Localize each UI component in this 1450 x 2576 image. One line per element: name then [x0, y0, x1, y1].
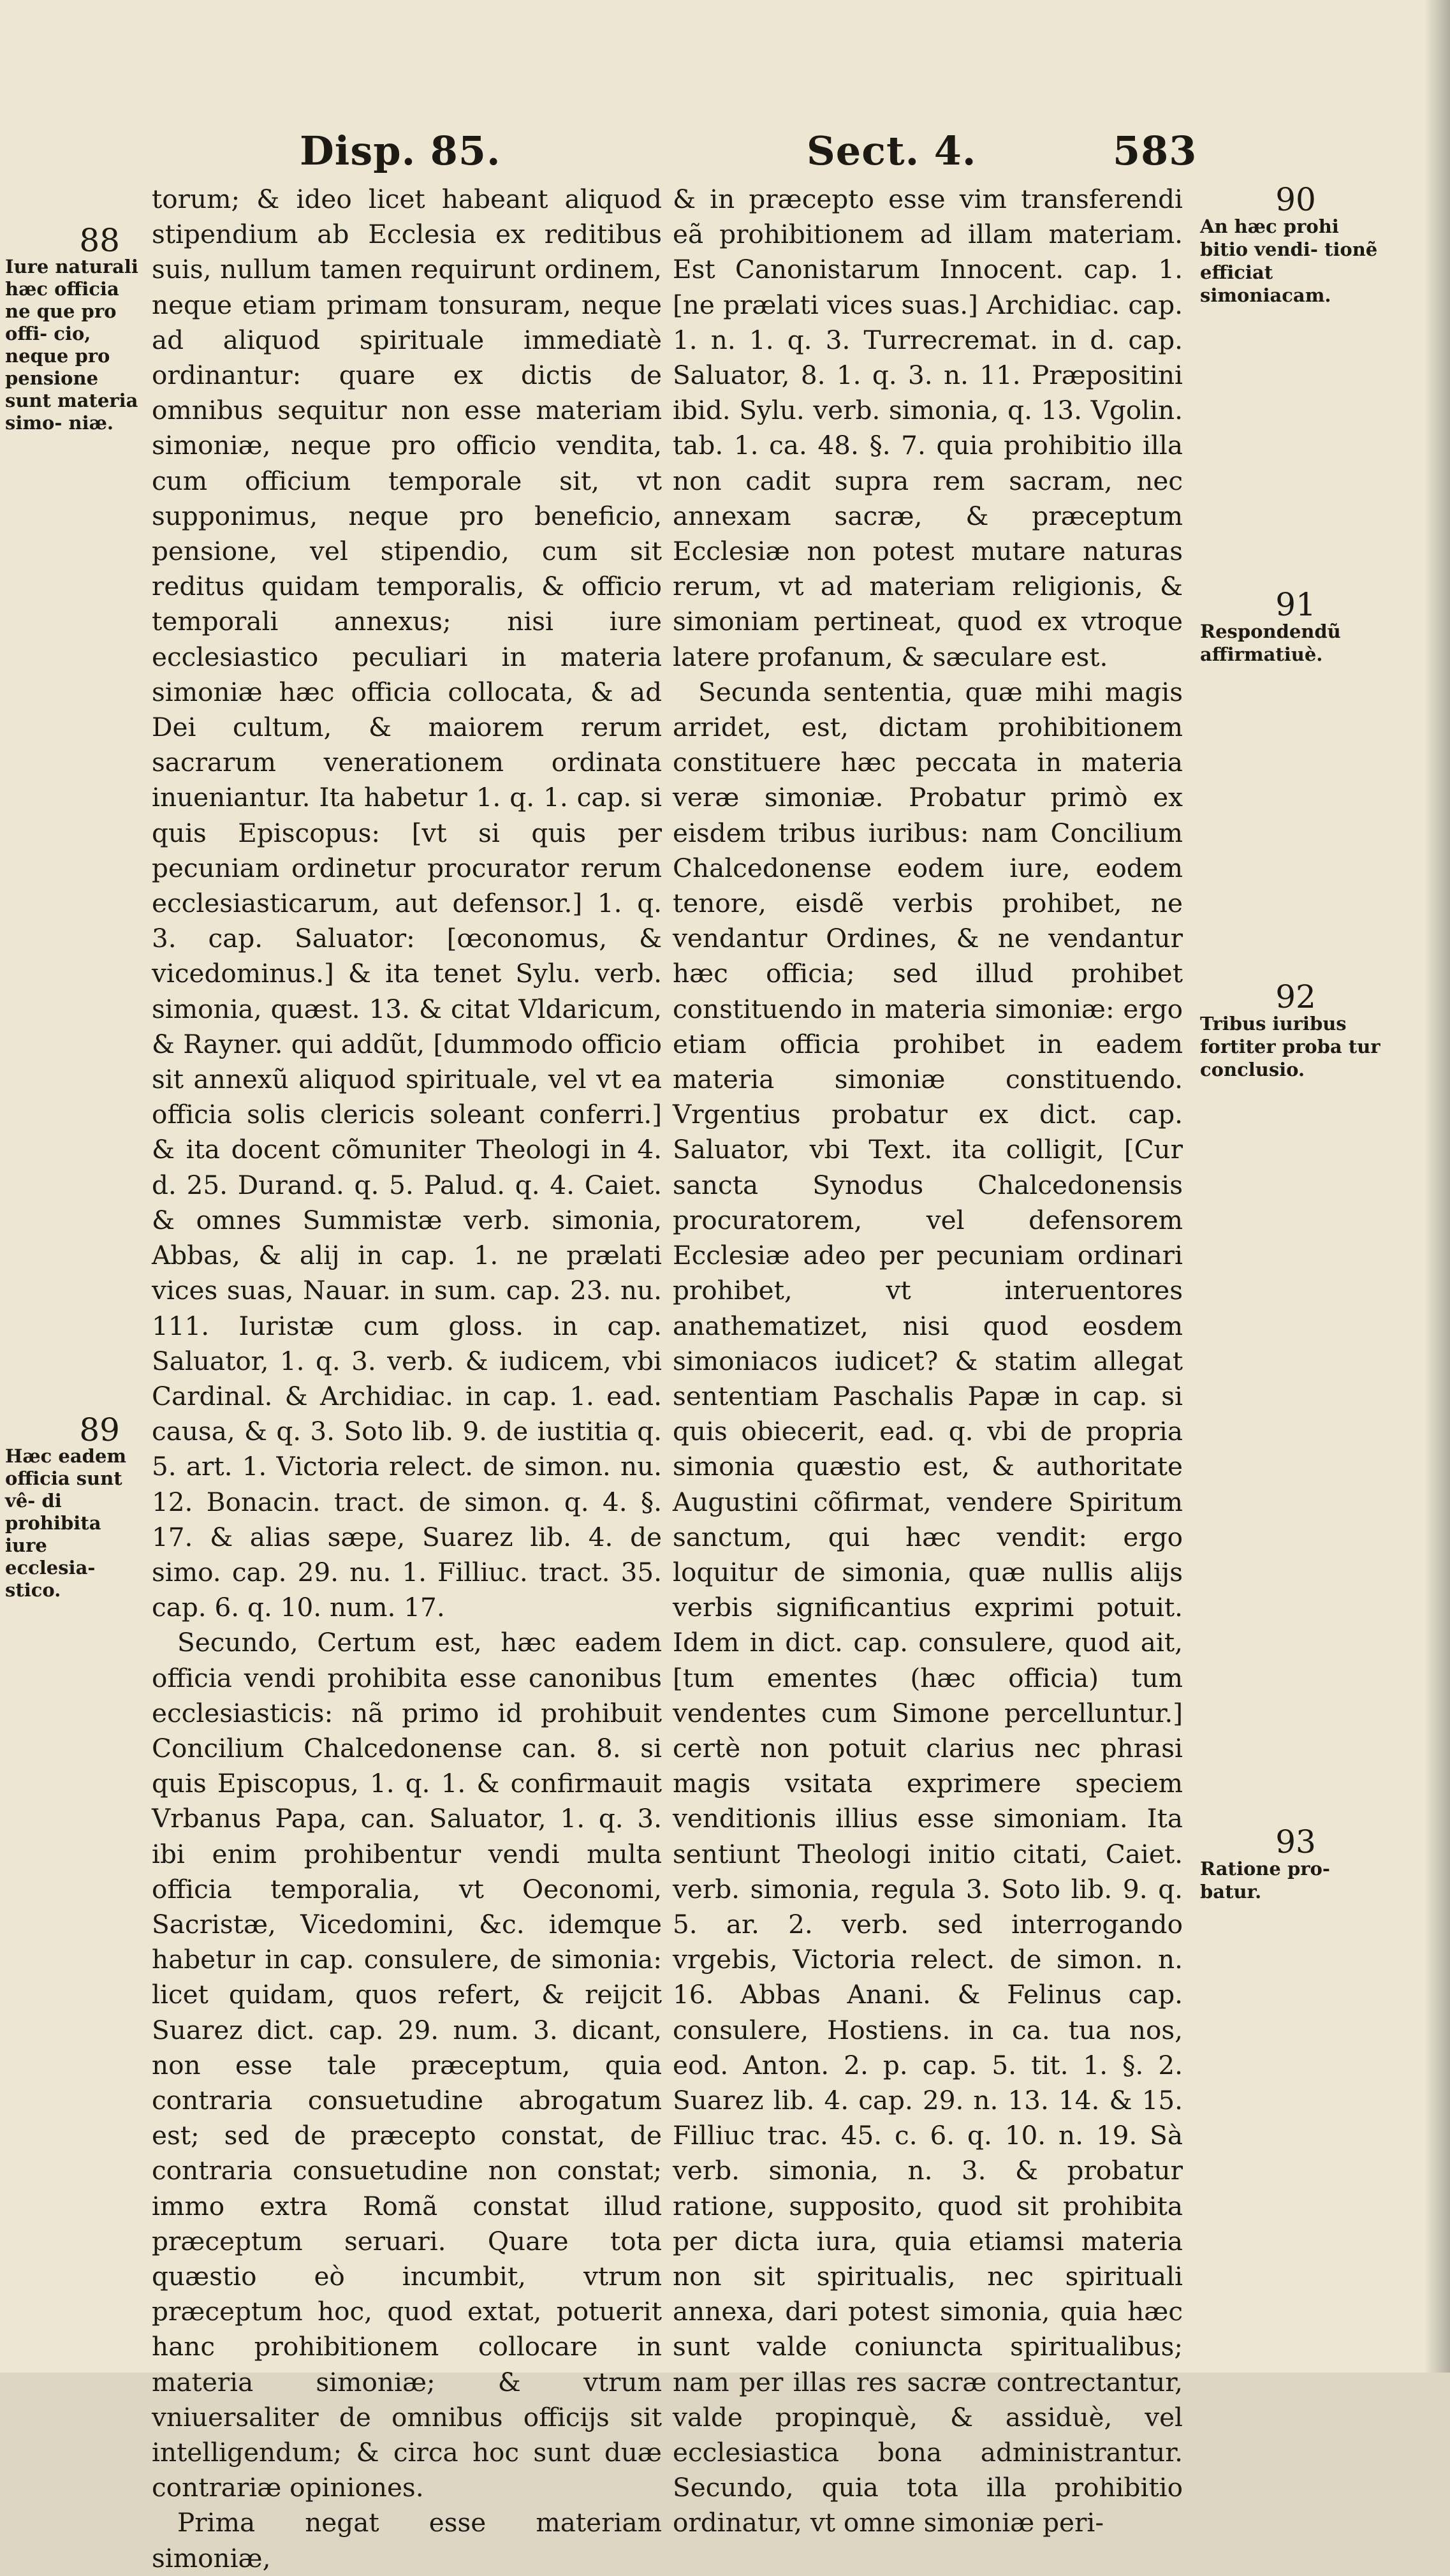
text-column-left	[152, 182, 662, 2573]
running-head-center: Sect. 4.	[807, 128, 977, 174]
margin-note-number: 92	[1275, 978, 1316, 1015]
running-head-left: Disp. 85.	[300, 128, 501, 174]
margin-note-90	[1200, 181, 1391, 307]
margin-note-92	[1200, 978, 1391, 1081]
paragraph: Prima negat esse materiam simoniæ,	[152, 2507, 662, 2573]
margin-note-text: Ratione pro- batur.	[1200, 1858, 1330, 1903]
margin-note-93	[1200, 1823, 1391, 1903]
margin-note-88	[5, 222, 139, 434]
margin-note-number: 90	[1275, 181, 1316, 218]
text-column-right	[673, 182, 1183, 2538]
margin-note-number: 89	[79, 1411, 120, 1448]
paragraph: Secunda sententia, quæ mihi magis arridet, est, dictam prohibitionem constituere hæc peccata in materia veræ simoniæ. Probatur primò ex eisdem tribus iuribus: nam Concilium Chalcedonense eodem iure, eodem tenore, eisdẽ verbis prohibet, ne vendantur Ordines, & ne vendantur hæc officia; sed illud prohibet constituendo in materia simoniæ: ergo etiam officia prohibet in eadem materia simoniæ constituendo. Vrgentius probatur ex dict. cap. Saluator, vbi Text. ita colligit, [Cur sancta Synodus Chalcedonensis procuratorem, vel defensorem Ecclesiæ adeo per pecuniam ordinari prohibet, vt interuentores anathematizet, nisi quod eosdem simoniacos iudicet? & statim allegat sententiam Paschalis Papæ in cap. si quis obiecerit, ead. q. vbi de propria simonia quæstio est, & authoritate Augustini cõfirmat, vendere Spiritum sanctum, qui hæc vendit: ergo loquitur de simonia, quæ nullis alijs verbis significantius exprimi potuit. Idem in dict. cap. consulere, quod ait, [tum ementes (hæc officia) tum vendentes cum Simone percelluntur.] certè non potuit clarius nec phrasi magis vsitata exprimere speciem venditionis illius esse simoniam. Ita sentiunt Theologi initio citati, Caiet. verb. simonia, regula 3. Soto lib. 9. q. 5. ar. 2. verb. sed interrogando vrgebis, Victoria relect. de simon. n. 16. Abbas Anani. & Felinus cap. consulere, Hostiens. in ca. tua nos, eod. Anton. 2. p. cap. 5. tit. 1. §. 2. Suarez lib. 4. cap. 29. n. 13. 14. & 15. Filliuc trac. 45. c. 6. q. 10. n. 19. Sà verb. simonia, n. 3. & probatur ratione, supposito, quod sit prohibita per dicta iura, quia etiamsi materia non sit spiritualis, nec spirituali annexa, dari potest simonia, quia hæc sunt valde coniuncta spiritualibus; nam per illas res sacræ contrectantur, valde propinquè, & assiduè, vel ecclesiastica bona administrantur. Secundo, quia tota illa prohibitio ordinatur, vt omne simoniæ peri-	[673, 676, 1183, 2538]
margin-note-number: 93	[1275, 1823, 1316, 1860]
margin-note-text: Hæc eadem officia sunt vê- di prohibita iure ecclesia- stico.	[5, 1445, 127, 1601]
paragraph: Secundo, Certum est, hæc eadem officia vendi prohibita esse canonibus ecclesiasticis: nã primo id prohibuit Concilium Chalcedonense can. 8. si quis Episcopus, 1. q. 1. & confirmauit Vrbanus Papa, can. Saluator, 1. q. 3. ibi enim prohibentur vendi multa officia temporalia, vt Oeconomi, Sacristæ, Vicedomini, &c. idemque habetur in cap. consulere, de simonia: licet quidam, quos refert, & reijcit Suarez dict. cap. 29. num. 3. dicant, non esse tale præceptum, quia contraria consuetudine abrogatum est; sed de præcepto constat, de contraria consuetudine non constat; immo extra Romã constat illud præceptum seruari. Quare tota quæstio eò incumbit, vtrum præceptum hoc, quod extat, potuerit hanc prohibitionem collocare in materia simoniæ; & vtrum vniuersaliter de omnibus officijs sit intelligendum; & circa hoc sunt duæ contrariæ opiniones.	[152, 1627, 662, 2503]
margin-note-text: Iure naturali hæc officia ne que pro offi- cio, neque pro pensione sunt materia simo- niæ.	[5, 256, 138, 434]
margin-note-text: An hæc prohi bitio vendi- tionẽ efficiat simoniacam.	[1200, 216, 1378, 306]
page-edge-shadow	[1424, 0, 1450, 2373]
margin-note-number: 88	[79, 222, 120, 259]
page-number: 583	[1113, 128, 1197, 174]
margin-note-text: Respondendũ affirmatiuè.	[1200, 621, 1341, 665]
paragraph: & in præcepto esse vim transferendi eã prohibitionem ad illam materiam. Est Canonistarum Innocent. cap. 1. [ne prælati vices suas.] Archidiac. cap. 1. n. 1. q. 3. Turrecremat. in d. cap. Saluator, 8. 1. q. 3. n. 11. Præpositini ibid. Sylu. verb. simonia, q. 13. Vgolin. tab. 1. ca. 48. §. 7. quia prohibitio illa non cadit supra rem sacram, nec annexam sacræ, & præceptum Ecclesiæ non potest mutare naturas rerum, vt ad materiam religionis, & simoniam pertineat, quod ex vtroque latere profanum, & sæculare est.	[673, 184, 1183, 672]
margin-note-91	[1200, 586, 1391, 666]
margin-note-number: 91	[1275, 586, 1316, 623]
margin-note-89	[5, 1411, 139, 1601]
margin-note-text: Tribus iuribus fortiter proba tur conclusio.	[1200, 1013, 1380, 1080]
paragraph: torum; & ideo licet habeant aliquod stipendium ab Ecclesia ex reditibus suis, nullum tamen requirunt ordinem, neque etiam primam tonsuram, neque ad aliquod spirituale immediatè ordinantur: quare ex dictis de omnibus sequitur non esse materiam simoniæ, neque pro officio vendita, cum officium temporale sit, vt supponimus, neque pro beneficio, pensione, vel stipendio, cum sit reditus quidam temporalis, & officio temporali annexus; nisi iure ecclesiastico peculiari in materia simoniæ hæc officia collocata, & ad Dei cultum, & maiorem rerum sacrarum venerationem ordinata inueniantur. Ita habetur 1. q. 1. cap. si quis Episcopus: [vt si quis per pecuniam ordinetur procurator rerum ecclesiasticarum, aut defensor.] 1. q. 3. cap. Saluator: [œconomus, & vicedominus.] & ita tenet Sylu. verb. simonia, quæst. 13. & citat Vldaricum, & Rayner. qui addũt, [dummodo officio sit annexũ aliquod spirituale, vel vt ea officia solis clericis soleant conferri.] & ita docent cõmuniter Theologi in 4. d. 25. Durand. q. 5. Palud. q. 4. Caiet. & omnes Summistæ verb. simonia, Abbas, & alij in cap. 1. ne prælati vices suas, Nauar. in sum. cap. 23. nu. 111. Iuristæ cum gloss. in cap. Saluator, 1. q. 3. verb. & iudicem, vbi Cardinal. & Archidiac. in cap. 1. ead. causa, & q. 3. Soto lib. 9. de iustitia q. 5. art. 1. Victoria relect. de simon. nu. 12. Bonacin. tract. de simon. q. 4. §. 17. & alias sæpe, Suarez lib. 4. de simo. cap. 29. nu. 1. Filliuc. tract. 35. cap. 6. q. 10. num. 17.	[152, 184, 662, 1623]
